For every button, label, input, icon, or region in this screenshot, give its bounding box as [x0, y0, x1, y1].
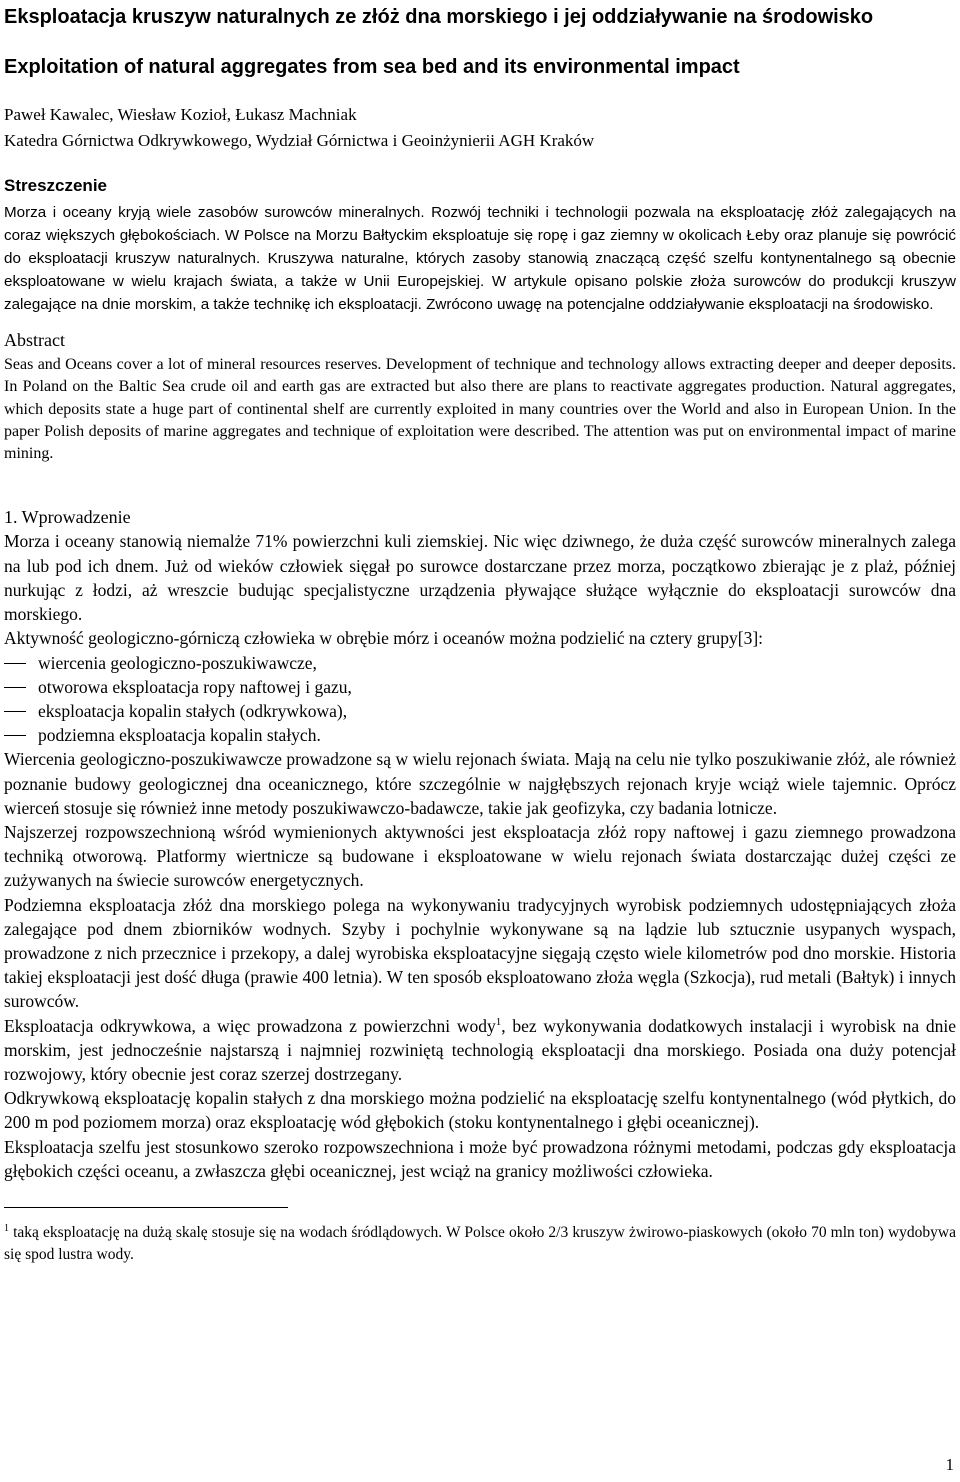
paragraph: Odkrywkową eksploatację kopalin stałych z dna morskiego można podzielić na eksploatację szelfu kontynentalnego (wód płytkich, do 200 m pod poziomem morza) oraz eksploatację wód głębokich (stoku kontynentalnego i głębi oceanicznej). — [4, 1088, 956, 1133]
list-item: otworowa eksploatacja ropy naftowej i gazu, — [4, 675, 956, 699]
paragraph: Podziemna eksploatacja złóż dna morskiego polega na wykonywaniu tradycyjnych wyrobisk podziemnych udostępniających złoża zalegające pod dnem zbiorników wodnych. Szyby i pochylnie wykonywane są na lądzie lub sztucznie usypanych wyspach, prowadzone z nich przecznice i przekopy, a dalej wyrobiska eksploatacyjne sięgają często wiele kilometrów pod dno morskie. Historia takiej eksploatacji jest dość długa (prawie 400 letnia). W ten sposób eksploatowano złoża węgla (Szkocja), rud metali (Bałtyk) i innych surowców. — [4, 894, 956, 1012]
footnote-mark: 1 — [4, 1222, 9, 1234]
title-polish: Eksploatacja kruszyw naturalnych ze złóż dna morskiego i jej oddziaływanie na środowisko — [4, 6, 874, 28]
paragraph: Aktywność geologiczno-górniczą człowieka w obrębie mórz i oceanów można podzielić na cztery grupy[3]: — [4, 628, 764, 649]
title-english: Exploitation of natural aggregates from sea bed and its environmental impact — [4, 56, 740, 78]
section-heading: 1. Wprowadzenie — [4, 507, 131, 528]
page-number: 1 — [945, 1455, 954, 1474]
paragraph: Eksploatacja szelfu jest stosunkowo szeroko rozpowszechniona i może być prowadzona różnymi metodami, podczas gdy eksploatacja głębokich części oceanu, a zwłaszcza głębi oceanicznej, jest wciąż na granicy możliwości człowieka. — [4, 1136, 956, 1181]
paper-page — [4, 4, 956, 1266]
paragraph-text: Eksploatacja odkrywkowa, a więc prowadzona z powierzchni wody — [4, 1015, 496, 1036]
paragraph: Wiercenia geologiczno-poszukiwawcze prowadzone są w wielu rejonach świata. Mają na celu nie tylko poszukiwanie złóż, ale również poznanie budowy geologicznej dna oceanicznego, które szczególnie w najgłębszych rejonach kryje wciąż wiele tajemnic. Oprócz wierceń stosuje się również inne metody poszukiwawczo-badawcze, takie jak geofizyka, czy badania lotnicze. — [4, 749, 956, 818]
footnote-divider — [4, 1207, 288, 1208]
abstract-heading: Abstract — [4, 330, 65, 350]
list-item: podziemna eksploatacja kopalin stałych. — [4, 723, 956, 747]
abstract-text: Seas and Oceans cover a lot of mineral resources reserves. Development of technique and technology allows extracting deeper and deeper deposits. In Poland on the Baltic Sea crude oil and earth gas are extracted but also there are plans to reactivate aggregates production. Natural aggregates, which deposits state a huge part of continental shelf are currently exploited in many countries over the World and also in European Union. In the paper Polish deposits of marine aggregates and technique of exploitation were described. The attention was put on environmental impact of marine mining. — [4, 356, 956, 463]
streszczenie-heading: Streszczenie — [4, 176, 107, 195]
paragraph: Najszerzej rozpowszechnioną wśród wymienionych aktywności jest eksploatacja złóż ropy naftowej i gazu ziemnego prowadzona techniką otworową. Platformy wiertnicze są budowane i eksploatowane w wielu rejonach świata dostarczając dużej części ze zużywanych na świecie surowców energetycznych. — [4, 821, 956, 891]
list-item: eksploatacja kopalin stałych (odkrywkowa), — [4, 699, 956, 723]
activity-list — [4, 651, 956, 748]
paragraph: Morza i oceany stanowią niemalże 71% powierzchni kuli ziemskiej. Nic więc dziwnego, że duża część surowców mineralnych zalega na lub pod ich dnem. Już od wieków człowiek sięgał po surowce dostarczane przez morza, początkowo zbierając je z plaż, później nurkując z łodzi, aż wreszcie budując specjalistyczne urządzenia pływające służące wyłącznie do eksploatacji surowców dna morskiego. — [4, 531, 956, 625]
paragraph-text: , bez wykonywania dodatkowych instalacji i wyrobisk na dnie morskim, jest jednocześnie najstarszą i najmniej rozwiniętą technologią eksploatacji dna morskiego. Posiada ona duży potencjał rozwojowy, który obecnie jest coraz szerzej dostrzegany. — [4, 1015, 957, 1084]
streszczenie-text: Morza i oceany kryją wiele zasobów surowców mineralnych. Rozwój techniki i technologii pozwala na eksploatację złóż zalegających na coraz większych głębokościach. W Polsce na Morzu Bałtyckim eksploatuje się ropę i gaz ziemny w okolicach Łeby oraz planuje się powrócić do eksploatacji kruszyw naturalnych. Kruszywa naturalne, których zasoby stanowią znaczącą część szelfu kontynentalnego są obecnie eksploatowane w wielu krajach świata, a także w Unii Europejskiej. W artykule opisano polskie złoża surowców do produkcji kruszyw zalegające na dnie morskim, a także technikę ich eksploatacji. Zwrócono uwagę na potencjalne oddziaływanie eksploatacji na środowisko. — [4, 204, 956, 313]
paragraph — [4, 1014, 956, 1087]
authors: Paweł Kawalec, Wiesław Kozioł, Łukasz Machniak — [4, 105, 357, 124]
footnote — [4, 1222, 956, 1266]
footnote-reference[interactable]: 1 — [495, 1015, 502, 1028]
footnote-text: taką eksploatację na dużą skalę stosuje się na wodach śródlądowych. W Polsce około 2/3 kruszyw żwirowo-piaskowych (około 70 mln ton) wydobywa się spod lustra wody. — [4, 1223, 956, 1263]
list-item: wiercenia geologiczno-poszukiwawcze, — [4, 651, 956, 675]
affiliation: Katedra Górnictwa Odkrywkowego, Wydział Górnictwa i Geoinżynierii AGH Kraków — [4, 131, 595, 150]
